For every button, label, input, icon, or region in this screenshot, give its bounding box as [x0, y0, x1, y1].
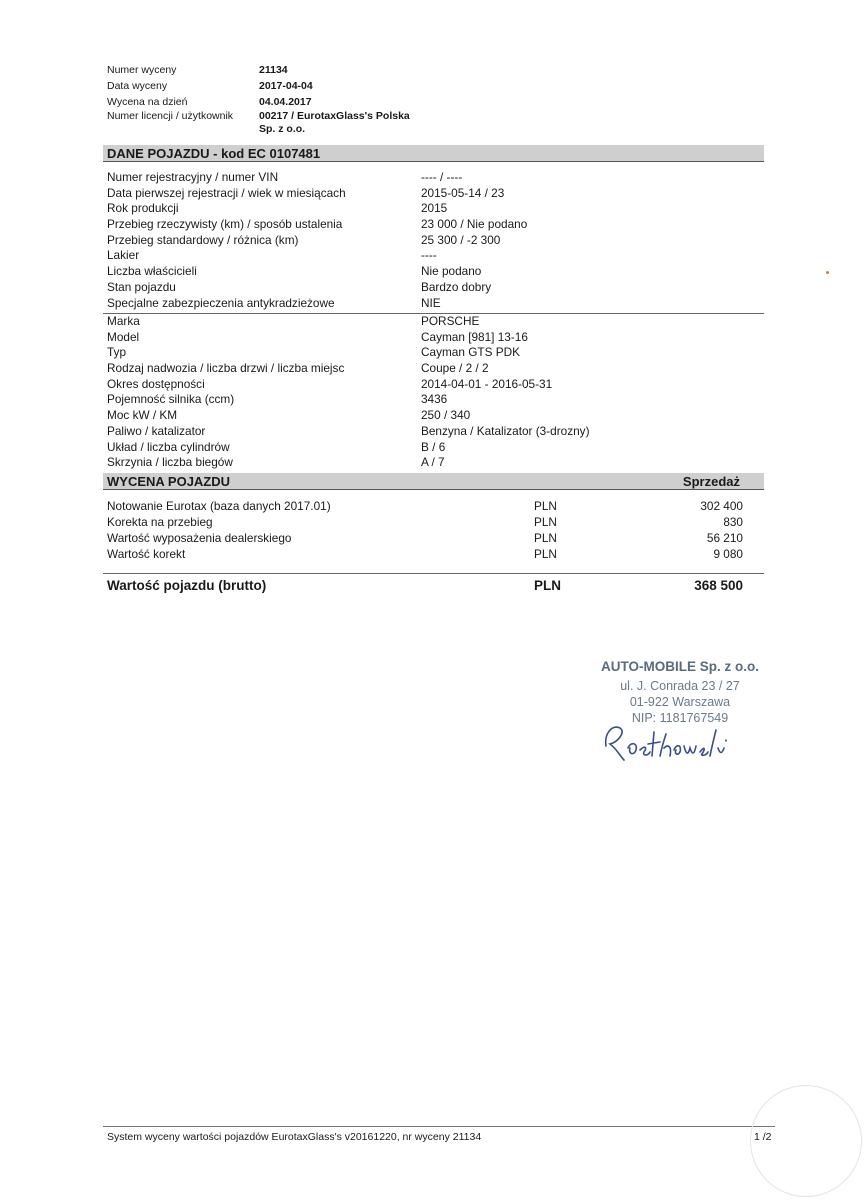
- section-title: DANE POJAZDU - kod EC 0107481: [107, 146, 321, 161]
- row-label: Przebieg standardowy / różnica (km): [107, 232, 299, 247]
- section-title: WYCENA POJAZDU: [107, 474, 231, 489]
- row-label: Specjalne zabezpieczenia antykradzieżowe: [107, 295, 335, 310]
- header-value: Sp. z o.o.: [259, 123, 306, 135]
- row-label: Skrzynia / liczba biegów: [107, 455, 233, 470]
- scan-speck: [826, 271, 829, 274]
- row-label: Wartość wyposażenia dealerskiego: [107, 531, 292, 545]
- row-label: Wartość korekt: [107, 547, 186, 561]
- row-label: Lakier: [107, 248, 140, 263]
- vehicle-details-table: [107, 170, 527, 311]
- row-label: Układ / liczba cylindrów: [107, 439, 230, 454]
- table-row: [107, 280, 527, 296]
- row-label: Marka: [107, 314, 140, 328]
- row-label: Model: [107, 329, 140, 344]
- stamp-company-name: AUTO-MOBILE Sp. z o.o.: [601, 659, 759, 674]
- table-row: [107, 248, 527, 264]
- total-label: Wartość pojazdu (brutto): [107, 578, 267, 593]
- row-value: Cayman [981] 13-16: [421, 329, 528, 344]
- stamp-nip: NIP: 1181767549: [631, 711, 729, 725]
- header-row: [107, 94, 410, 110]
- table-row: [107, 233, 527, 249]
- stamp-city: 01-922 Warszawa: [629, 695, 731, 709]
- row-value: ---- / ----: [421, 170, 463, 184]
- row-currency: PLN: [534, 515, 557, 529]
- table-row: [107, 330, 590, 346]
- row-amount: 302 400: [700, 499, 743, 513]
- header-label: Wycena na dzień: [107, 96, 188, 108]
- footer-divider: [103, 1126, 775, 1127]
- scan-artifact: [750, 1085, 862, 1197]
- row-label: Numer rejestracyjny / numer VIN: [107, 170, 279, 184]
- header-row: [107, 123, 410, 135]
- table-row: [107, 440, 590, 456]
- row-label: Rok produkcji: [107, 201, 179, 216]
- row-value: Bardzo dobry: [421, 279, 492, 294]
- row-label: Pojemność silnika (ccm): [107, 392, 235, 407]
- row-label: Stan pojazdu: [107, 279, 176, 294]
- table-row: [107, 264, 527, 280]
- table-row: [107, 361, 590, 377]
- table-row: [107, 530, 743, 546]
- row-value: 2014-04-01 - 2016-05-31: [421, 376, 553, 391]
- stamp-address: ul. J. Conrada 23 / 27: [620, 679, 740, 693]
- header-row: [107, 110, 410, 123]
- table-row: [107, 186, 527, 202]
- table-row: [107, 424, 590, 440]
- header-row: [107, 62, 410, 78]
- row-value: 250 / 340: [421, 408, 471, 423]
- divider: [103, 573, 764, 574]
- row-label: Liczba właścicieli: [107, 264, 197, 279]
- row-value: A / 7: [421, 455, 445, 470]
- row-value: 2015-05-14 / 23: [421, 185, 505, 200]
- row-value: B / 6: [421, 439, 446, 454]
- header-label: [107, 123, 259, 135]
- header-info: [107, 62, 410, 135]
- valuation-table: [107, 498, 743, 562]
- page-number: 1 /2: [754, 1131, 772, 1143]
- header-value: 04.04.2017: [259, 96, 312, 108]
- row-label: Korekta na przebieg: [107, 515, 213, 529]
- header-value: 21134: [259, 64, 288, 76]
- vehicle-specs-table: [107, 314, 590, 471]
- header-value: 2017-04-04: [259, 80, 313, 92]
- valuation-section-header: [103, 473, 764, 490]
- table-row: [107, 314, 590, 330]
- row-label: Przebieg rzeczywisty (km) / sposób ustalenia: [107, 217, 343, 232]
- row-label: Typ: [107, 345, 127, 360]
- vehicle-section-header: [103, 145, 764, 162]
- row-value: Benzyna / Katalizator (3-drozny): [421, 423, 590, 438]
- header-label: Numer wyceny: [107, 64, 177, 76]
- header-label: Numer licencji / użytkownik: [107, 110, 234, 122]
- row-value: Nie podano: [421, 264, 482, 279]
- row-label: Moc kW / KM: [107, 408, 178, 423]
- table-row: [107, 345, 590, 361]
- table-row: [107, 170, 527, 186]
- row-label: Data pierwszej rejestracji / wiek w miesiącach: [107, 185, 346, 200]
- header-row: [107, 78, 410, 94]
- table-row: [107, 546, 743, 562]
- row-value: NIE: [421, 295, 441, 310]
- total-amount: 368 500: [694, 578, 743, 593]
- row-label: Okres dostępności: [107, 376, 205, 391]
- table-row: [107, 514, 743, 530]
- row-value: 25 300 / -2 300: [421, 232, 501, 247]
- table-row: [107, 377, 590, 393]
- table-row: [107, 201, 527, 217]
- total-currency: PLN: [534, 578, 561, 593]
- table-row: [107, 498, 743, 514]
- row-value: 2015: [421, 201, 448, 216]
- total-value-row: [107, 577, 743, 595]
- row-value: Coupe / 2 / 2: [421, 361, 489, 376]
- table-row: [107, 392, 590, 408]
- row-label: Notowanie Eurotax (baza danych 2017.01): [107, 499, 331, 513]
- header-label: Data wyceny: [107, 80, 168, 92]
- table-row: [107, 455, 590, 471]
- row-amount: 56 210: [706, 531, 743, 545]
- row-value: 23 000 / Nie podano: [421, 217, 528, 232]
- row-amount: 830: [723, 515, 743, 529]
- row-currency: PLN: [534, 499, 557, 513]
- row-value: Cayman GTS PDK: [421, 345, 520, 360]
- table-row: [107, 217, 527, 233]
- row-currency: PLN: [534, 531, 557, 545]
- footer-text: System wyceny wartości pojazdów EurotaxGlass's v20161220, nr wyceny 21134: [107, 1131, 482, 1143]
- sale-column-header: Sprzedaż: [682, 474, 740, 489]
- table-row: [107, 296, 527, 312]
- row-label: Rodzaj nadwozia / liczba drzwi / liczba miejsc: [107, 361, 345, 376]
- row-value: 3436: [421, 392, 448, 407]
- row-value: ----: [421, 248, 437, 263]
- row-amount: 9 080: [713, 547, 743, 561]
- signature-image: [598, 716, 738, 766]
- row-currency: PLN: [534, 547, 557, 561]
- table-row: [107, 408, 590, 424]
- row-value: PORSCHE: [421, 314, 480, 328]
- row-label: Paliwo / katalizator: [107, 423, 206, 438]
- header-value: 00217 / EurotaxGlass's Polska: [259, 110, 410, 122]
